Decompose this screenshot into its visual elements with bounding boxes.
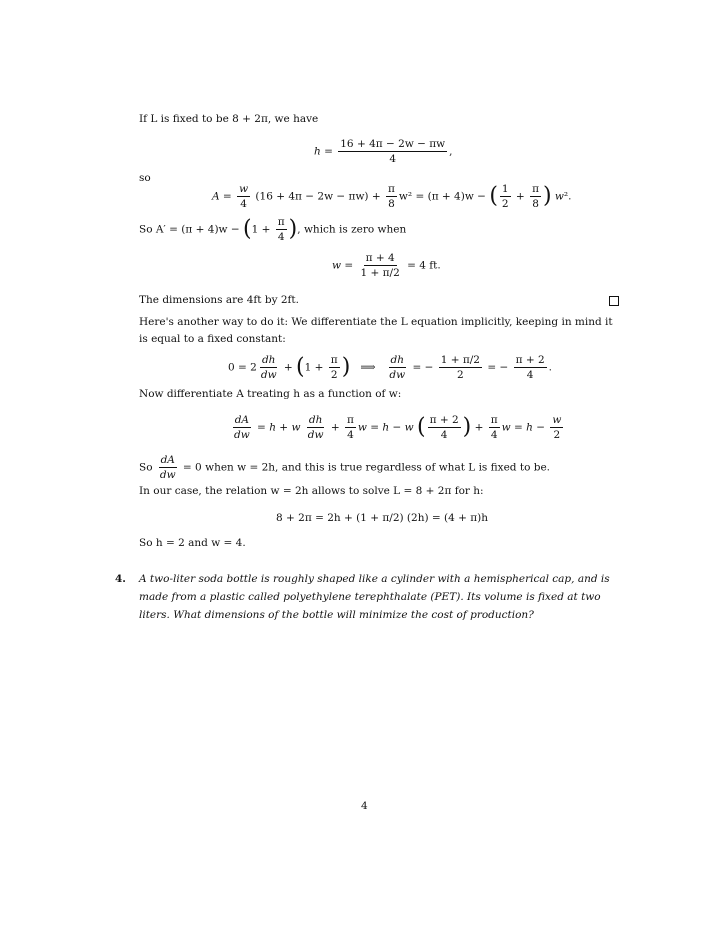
equation-a-prime: So A′ = (π + 4)w − (1 + $\frac{\pi}{4}$ ), which is zero when <box>139 216 407 243</box>
text-our-case: In our case, the relation w = 2h allows to solve L = 8 + 2π for h: <box>139 485 484 497</box>
a-prime-prefix: So A′ = (π + 4)w − <box>139 223 240 236</box>
a-middle-term: (16 + 4π − 2w − πw) + <box>255 190 381 203</box>
implies-arrow: ⟹ <box>360 361 376 374</box>
h-denominator: 4 <box>389 153 397 165</box>
problem-4 <box>115 570 621 624</box>
equation-h: h = $\frac{16 + 4\pi - 2w - \pi w}{4}$ , <box>314 138 453 165</box>
text-now-diff: Now differentiate A treating h as a function of w: <box>139 388 402 400</box>
a-tail-term: w² = (π + 4)w − <box>398 190 486 203</box>
w-numerator: π + 4 <box>365 252 395 264</box>
equation-implicit: 0 = 2 $\frac{dh}{dw}$ + (1 + $\frac{\pi}{2}$ ) ⟹ $\frac{dh}{dw}$ = − $\frac{1 + \pi/2}{2}$ = − $\frac{\pi + 2}{4}$ . <box>228 354 553 381</box>
problem-number: 4. <box>115 573 126 585</box>
page-number: 4 <box>361 800 368 812</box>
equation-w: w = $\frac{\pi + 4}{1 + \pi/2}$ = 4 ft. <box>332 252 441 279</box>
equation-a: A = $\frac{w}{4}$ (16 + 4π − 2w − πw) + $\frac{\pi}{8}$ w² = (π + 4)w − ( $\frac{1}{2}$ + $\frac{\pi}{8}$ ) w². <box>212 183 572 210</box>
equation-da-dw: $\frac{dA}{dw}$ = h + w $\frac{dh}{dw}$ + $\frac{\pi}{4}$ w = h − w ( $\frac{\pi + 2}{4}$ ) + $\frac{\pi}{4}$ w = h − $\frac{w}{2}$ <box>234 414 562 441</box>
text-line-l-fixed: If L is fixed to be 8 + 2π, we have <box>139 113 319 125</box>
h-numerator: 16 + 4π − 2w − πw <box>340 138 446 150</box>
text-another-way: Here's another way to do it: We differentiate the L equation implicitly, keeping in mind it is equal to a fixed constant: <box>139 316 613 345</box>
w-denominator: 1 + π/2 <box>360 267 400 279</box>
qed-square-icon <box>609 296 619 306</box>
a-prime-suffix: , which is zero when <box>297 223 407 236</box>
problem-text: A two-liter soda bottle is roughly shaped like a cylinder with a hemispherical cap, and is made from a plastic called polyethylene terephthalate (PET). Its volume is fixed at two liters. What dimensions of the bottle will minimize the cost of production? <box>139 573 610 621</box>
text-so: so <box>139 172 151 184</box>
w-result: = 4 ft. <box>407 259 441 272</box>
text-final: So h = 2 and w = 4. <box>139 537 246 549</box>
text-so-da-dw: So $\frac{dA}{dw}$ = 0 when w = 2h, and this is true regardless of what L is fixed to be. <box>139 454 551 481</box>
equation-final-relation: 8 + 2π = 2h + (1 + π/2) (2h) = (4 + π)h <box>276 512 489 524</box>
text-dimensions: The dimensions are 4ft by 2ft. <box>139 294 299 306</box>
